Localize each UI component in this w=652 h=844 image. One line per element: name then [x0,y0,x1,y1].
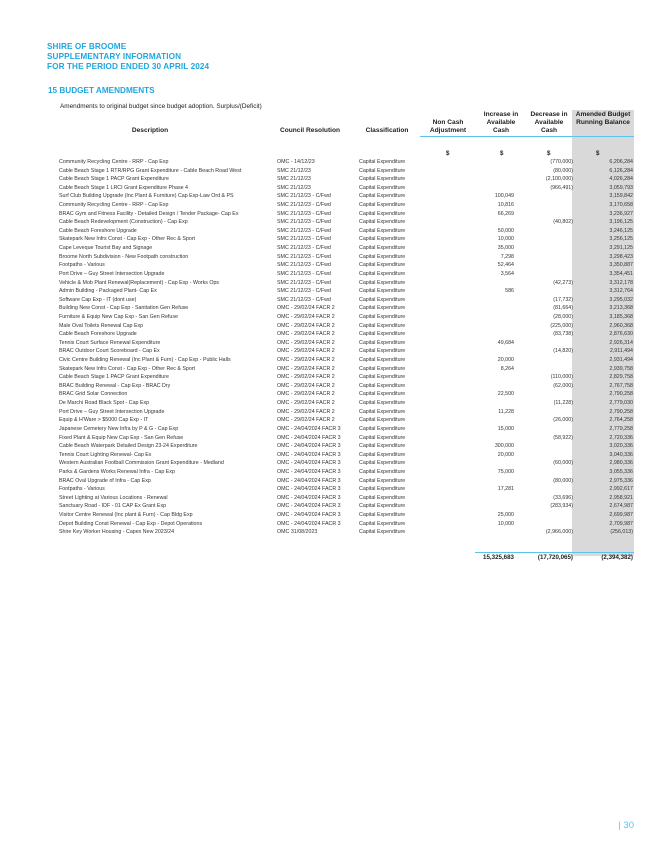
currency-balance: $ [596,150,600,157]
row-decrease: (110,000) [550,374,573,381]
row-description: Furniture & Equip New Cap Exp - San Gen Refuse [59,313,178,320]
row-balance: 2,779,258 [609,425,633,432]
row-increase: 35,000 [497,245,514,252]
col-header-description: Description [131,127,169,134]
row-classification: Capital Expenditure [359,331,406,338]
row-description: Fixed Plant & Equip New Cap Exp - San Gen Refuse [59,434,184,441]
row-council-resolution: OMC - 24/04/2024 FACR 3 [277,425,341,432]
row-classification: Capital Expenditure [359,253,406,260]
row-classification: Capital Expenditure [359,296,406,303]
row-description: Community Recycling Centre - RRP - Cap Exp [59,159,169,165]
row-balance: 3,246,125 [609,227,633,234]
row-description: Depot Building Const Renewal - Cap Exp - Depot Operations [59,520,203,527]
table-row [0,408,652,417]
row-description: Western Australian Football Commission Grant Expenditure - Medland [59,460,224,467]
row-council-resolution: SMC 21/12/23 - C/Fwd [277,288,331,295]
row-description: Skatepark New Infrs Const - Cap Exp - Other Rec & Sport [59,365,196,372]
row-classification: Capital Expenditure [359,262,406,269]
row-council-resolution: OMC - 24/04/2024 FACR 3 [277,511,341,518]
table-row [0,175,652,184]
section-intro: Amendments to original budget since budget adoption. Surplus/(Deficit) [60,103,262,110]
row-balance: 2,939,758 [609,365,633,372]
row-classification: Capital Expenditure [359,305,406,312]
row-decrease: (14,820) [553,348,573,355]
row-decrease: (966,491) [550,184,573,191]
row-council-resolution: SMC 21/12/23 - C/Fwd [277,270,331,277]
row-description: Building New Const - Cap Exp - Sanitation Gen Refuse [59,305,189,312]
row-decrease: (26,000) [553,417,573,424]
row-description: Cable Beach Stage 1 PACP Grant Expenditure [59,176,169,183]
row-increase: 11,228 [498,408,514,415]
row-council-resolution: OMC - 24/04/2024 FACR 3 [277,443,341,450]
row-council-resolution: SMC 21/12/23 [277,176,311,183]
row-classification: Capital Expenditure [359,193,406,200]
row-description: Sanctuary Road - IDF - 01 CAP Ex Grant Exp [59,503,167,510]
table-row [0,167,652,176]
row-council-resolution: OMC - 29/02/24 FACR 2 [277,382,335,389]
row-council-resolution: OMC - 29/02/24 FACR 2 [277,339,335,346]
table-row [0,201,652,210]
row-increase: 52,464 [497,262,514,269]
currency-non-cash: $ [446,150,450,157]
row-increase: 7,298 [500,253,514,260]
row-decrease: (62,000) [553,382,573,389]
section-title: 15 BUDGET AMENDMENTS [48,86,155,95]
row-description: Port Drive – Guy Street Intersection Upgrade [59,408,165,415]
row-increase: 49,684 [497,339,514,346]
row-council-resolution: SMC 21/12/23 [277,184,311,191]
table-row [0,425,652,434]
row-balance: 6,206,284 [609,159,633,165]
col-header-non-cash: Non Cash Adjustment [429,119,467,135]
row-description: Port Drive – Guy Street Intersection Upgrade [59,270,165,277]
row-classification: Capital Expenditure [359,417,406,424]
row-increase: 10,000 [497,236,514,243]
table-row [0,502,652,511]
row-council-resolution: SMC 21/12/23 - C/Fwd [277,262,331,269]
row-increase: 17,281 [497,486,514,493]
row-council-resolution: OMC 31/08/2023 [277,529,318,536]
table-row [0,477,652,486]
row-description: BRAC Outdoor Court Scoreboard - Cap Ex [59,348,160,355]
row-council-resolution: OMC - 24/04/2024 FACR 3 [277,434,341,441]
row-increase: 22,500 [497,391,514,398]
row-balance: 3,350,887 [609,262,633,269]
row-council-resolution: SMC 21/12/23 - C/Fwd [277,227,331,234]
row-decrease: (40,802) [553,219,573,226]
row-decrease: (2,966,000) [545,529,573,536]
row-balance: 2,980,336 [609,460,633,467]
report-type: SUPPLEMENTARY INFORMATION [47,52,182,62]
row-decrease: (11,228) [553,400,573,407]
table-row [0,227,652,236]
table-row [0,511,652,520]
row-decrease: (17,732) [553,296,573,303]
row-balance: 2,699,987 [609,511,633,518]
row-council-resolution: SMC 21/12/23 - C/Fwd [277,202,331,209]
table-row [0,261,652,270]
row-classification: Capital Expenditure [359,159,406,165]
row-balance: 3,291,125 [609,245,633,252]
row-description: BRAC Gym and Fitness Facility - Detailed Design / Tender Package- Cap Ex [59,210,239,217]
row-classification: Capital Expenditure [359,529,406,536]
row-classification: Capital Expenditure [359,425,406,432]
table-row [0,434,652,443]
col-header-council-resolution: Council Resolution [279,127,341,134]
row-balance: 3,020,336 [609,443,633,450]
report-header [47,42,209,73]
row-increase: 50,000 [497,227,514,234]
row-description: Male Oval Toilets Renewal Cap Exp [59,322,144,329]
row-decrease: (58,922) [553,434,573,441]
table-row [0,210,652,219]
row-decrease: (283,934) [550,503,573,510]
row-description: Cable Beach Stage 1 LRCI Grant Expenditure Phase 4 [59,184,188,191]
row-description: Cable Beach Stage 1 PACP Grant Expenditure [59,374,169,381]
row-council-resolution: OMC - 29/02/24 FACR 2 [277,322,335,329]
row-balance: 2,790,258 [609,408,633,415]
row-decrease: (83,738) [553,331,573,338]
row-increase: 15,000 [497,425,514,432]
row-balance: 2,764,258 [609,417,633,424]
row-balance: 2,790,258 [609,391,633,398]
col-header-balance: Amended Budget Running Balance [575,111,631,127]
row-balance: 4,026,284 [609,176,633,183]
row-description: Software Cap Exp - IT (dont use) [59,296,137,303]
row-classification: Capital Expenditure [359,245,406,252]
table-row [0,494,652,503]
row-balance: 2,720,336 [609,434,633,441]
row-council-resolution: OMC - 24/04/2024 FACR 3 [277,468,341,475]
row-decrease: (770,000) [550,159,573,165]
row-decrease: (33,696) [553,494,573,501]
row-description: Admin Building - Packaged Plant- Cap Ex [59,288,157,295]
row-description: De Marchi Road Black Spot - Cap Exp [59,400,150,407]
table-row [0,356,652,365]
row-classification: Capital Expenditure [359,382,406,389]
row-classification: Capital Expenditure [359,288,406,295]
row-council-resolution: OMC - 29/02/24 FACR 2 [277,400,335,407]
row-description: Cape Leveque Tourist Bay and Signage [59,245,153,252]
row-classification: Capital Expenditure [359,219,406,226]
row-balance: 2,767,758 [609,382,633,389]
table-row [0,399,652,408]
row-description: Footpaths - Various [59,486,105,493]
row-council-resolution: SMC 21/12/23 - C/Fwd [277,296,331,303]
row-decrease: (80,000) [553,167,573,174]
row-decrease: (80,000) [553,477,573,484]
row-council-resolution: OMC - 29/02/24 FACR 2 [277,348,335,355]
row-balance: 3,159,842 [609,193,633,200]
row-decrease: (42,273) [553,279,573,286]
row-decrease: (28,000) [553,313,573,320]
table-row [0,313,652,322]
row-classification: Capital Expenditure [359,520,406,527]
row-classification: Capital Expenditure [359,322,406,329]
row-classification: Capital Expenditure [359,400,406,407]
row-classification: Capital Expenditure [359,227,406,234]
row-classification: Capital Expenditure [359,270,406,277]
table-row [0,218,652,227]
row-council-resolution: OMC - 29/02/24 FACR 2 [277,357,335,364]
row-council-resolution: SMC 21/12/23 - C/Fwd [277,210,331,217]
row-increase: 10,816 [497,202,514,209]
row-council-resolution: SMC 21/12/23 - C/Fwd [277,219,331,226]
header-rule [420,136,634,137]
row-description: BRAC Grid Solar Connection [59,391,128,398]
row-classification: Capital Expenditure [359,494,406,501]
row-increase: 10,000 [497,520,514,527]
row-description: Cable Beach Foreshore Upgrade [59,331,137,338]
table-row [0,390,652,399]
table-row [0,158,652,167]
row-balance: 2,992,617 [609,486,633,493]
table-row [0,468,652,477]
row-balance: 2,779,030 [609,400,633,407]
row-balance: 3,196,125 [609,219,633,226]
row-balance: 2,829,758 [609,374,633,381]
row-classification: Capital Expenditure [359,468,406,475]
row-balance: 2,931,494 [609,357,633,364]
row-decrease: (81,664) [553,305,573,312]
row-council-resolution: SMC 21/12/23 - C/Fwd [277,245,331,252]
row-increase: 25,000 [497,511,514,518]
row-council-resolution: OMC - 24/04/2024 FACR 3 [277,503,341,510]
row-increase: 20,000 [497,451,514,458]
row-balance: 3,185,368 [609,313,633,320]
row-balance: 3,354,451 [609,270,633,277]
row-increase: 8,264 [500,365,514,372]
row-council-resolution: OMC - 24/04/2024 FACR 3 [277,494,341,501]
col-header-increase: Increase in Available Cash [483,111,519,135]
row-council-resolution: OMC - 24/04/2024 FACR 3 [277,486,341,493]
table-row [0,485,652,494]
row-classification: Capital Expenditure [359,460,406,467]
row-balance: 3,295,032 [609,296,633,303]
row-classification: Capital Expenditure [359,434,406,441]
row-council-resolution: SMC 21/12/23 - C/Fwd [277,236,331,243]
row-council-resolution: SMC 21/12/23 [277,167,311,174]
row-balance: 3,170,658 [609,202,633,209]
row-classification: Capital Expenditure [359,176,406,183]
col-header-decrease: Decrease in Available Cash [530,111,568,135]
table-row [0,287,652,296]
row-increase: 586 [505,288,514,295]
table-row [0,279,652,288]
row-classification: Capital Expenditure [359,313,406,320]
row-classification: Capital Expenditure [359,167,406,174]
row-balance: 2,975,336 [609,477,633,484]
row-balance: 3,055,336 [609,468,633,475]
row-classification: Capital Expenditure [359,374,406,381]
page-number: | 30 [618,820,634,831]
row-decrease: (2,100,000) [545,176,573,183]
total-increase: 15,325,683 [483,554,514,561]
row-balance: 2,926,314 [609,339,633,346]
row-classification: Capital Expenditure [359,408,406,415]
row-classification: Capital Expenditure [359,365,406,372]
row-increase: 75,000 [497,468,514,475]
table-row [0,192,652,201]
row-classification: Capital Expenditure [359,357,406,364]
row-balance: 2,876,630 [609,331,633,338]
row-balance: 2,958,921 [609,494,633,501]
row-balance: 3,059,793 [609,184,633,191]
row-increase: 300,000 [494,443,514,450]
table-row [0,244,652,253]
currency-increase: $ [500,150,504,157]
row-balance: 3,312,764 [609,288,633,295]
col-header-classification: Classification [365,127,409,134]
row-council-resolution: SMC 21/12/23 - C/Fwd [277,253,331,260]
row-classification: Capital Expenditure [359,443,406,450]
row-council-resolution: OMC - 24/04/2024 FACR 3 [277,477,341,484]
row-classification: Capital Expenditure [359,236,406,243]
row-classification: Capital Expenditure [359,391,406,398]
table-row [0,520,652,529]
row-description: Cable Beach Stage 1 RTR/RPG Grant Expenditure - Cable Beach Road West [59,167,242,174]
row-description: Community Recycling Centre - RRP - Cap Exp [59,202,169,209]
table-row [0,330,652,339]
row-council-resolution: OMC - 29/02/24 FACR 2 [277,365,335,372]
row-description: Parks & Gardens Works Renewal Infra - Cap Exp [59,468,175,475]
row-balance: 3,236,927 [609,210,633,217]
table-row [0,347,652,356]
row-increase: 100,049 [494,193,514,200]
row-description: Tennis Court Lighting Renewal- Cap Ex [59,451,152,458]
row-balance: 2,960,368 [609,322,633,329]
row-council-resolution: OMC - 29/02/24 FACR 2 [277,313,335,320]
row-council-resolution: OMC - 24/04/2024 FACR 3 [277,460,341,467]
row-balance: (256,013) [610,529,633,536]
row-description: Shire Key Worker Housing - Capex New 2023/24 [59,529,175,536]
row-description: Broome North Subdivision - New Footpath construction [59,253,189,260]
currency-decrease: $ [547,150,551,157]
row-balance: 3,040,336 [609,451,633,458]
table-row [0,528,652,537]
row-classification: Capital Expenditure [359,486,406,493]
row-balance: 3,256,125 [609,236,633,243]
row-council-resolution: SMC 21/12/23 - C/Fwd [277,279,331,286]
row-balance: 2,911,494 [609,348,633,355]
row-classification: Capital Expenditure [359,279,406,286]
row-classification: Capital Expenditure [359,511,406,518]
row-balance: 3,312,178 [609,279,633,286]
table-row [0,365,652,374]
row-council-resolution: OMC - 29/02/24 FACR 2 [277,305,335,312]
row-decrease: (225,000) [550,322,573,329]
total-balance: (2,394,382) [601,554,633,561]
table-row [0,296,652,305]
report-period: FOR THE PERIOD ENDED 30 APRIL 2024 [47,62,210,72]
table-row [0,184,652,193]
row-classification: Capital Expenditure [359,184,406,191]
row-increase: 20,000 [497,357,514,364]
row-classification: Capital Expenditure [359,451,406,458]
row-description: Surf Club Building Upgrade (Inc Plant & Furniture) Cap Exp-Law Ord & PS [59,193,234,200]
row-balance: 2,709,987 [609,520,633,527]
table-row [0,253,652,262]
row-classification: Capital Expenditure [359,210,406,217]
row-balance: 6,126,284 [609,167,633,174]
table-row [0,442,652,451]
row-council-resolution: OMC - 29/02/24 FACR 2 [277,408,335,415]
row-council-resolution: OMC - 29/02/24 FACR 2 [277,391,335,398]
row-description: Cable Beach Redevelopment (Construction) - Cap Exp [59,219,188,226]
table-row [0,339,652,348]
row-description: BRAC Building Renewal - Cap Exp - BRAC Dry [59,382,171,389]
row-classification: Capital Expenditure [359,339,406,346]
row-council-resolution: OMC - 14/12/23 [277,159,315,165]
row-classification: Capital Expenditure [359,477,406,484]
row-balance: 3,298,423 [609,253,633,260]
row-classification: Capital Expenditure [359,503,406,510]
row-description: BRAC Oval Upgrade of Infra - Cap Exp [59,477,151,484]
row-council-resolution: OMC - 24/04/2024 FACR 3 [277,451,341,458]
row-classification: Capital Expenditure [359,348,406,355]
row-increase: 3,564 [500,270,514,277]
table-row [0,459,652,468]
table-row [0,270,652,279]
totals-row [0,553,652,563]
row-classification: Capital Expenditure [359,202,406,209]
row-balance: 3,213,368 [609,305,633,312]
row-description: Vehicle & Mob Plant Renewal(Replacement) - Cap Exp - Works Ops [59,279,220,286]
table-row [0,416,652,425]
table-row [0,322,652,331]
row-council-resolution: OMC - 29/02/24 FACR 2 [277,331,335,338]
row-council-resolution: OMC - 24/04/2024 FACR 3 [277,520,341,527]
row-description: Civic Centre Building Renewal (Inc Plant & Furn) - Cap Exp - Public Halls [59,357,231,364]
row-increase: 66,269 [497,210,514,217]
row-council-resolution: OMC - 29/02/24 FACR 2 [277,374,335,381]
row-description: Footpaths - Various [59,262,105,269]
row-council-resolution: OMC - 29/02/24 FACR 2 [277,417,335,424]
row-description: Visitor Centre Renewal (Inc plant & Furn) - Cap Bldg Exp [59,511,193,518]
total-decrease: (17,720,065) [537,554,573,561]
table-row [0,235,652,244]
amendments-table-body [0,158,652,537]
row-description: Tennis Court Surface Renewal Expenditure [59,339,161,346]
table-row [0,373,652,382]
row-description: Cable Beach Foreshore Upgrade [59,227,137,234]
table-row [0,304,652,313]
row-description: Street Lighting at Various Locations - Renewal [59,494,168,501]
table-row [0,382,652,391]
table-row [0,451,652,460]
row-description: Skatepark New Infrs Const - Cap Exp - Other Rec & Sport [59,236,196,243]
row-balance: 2,674,987 [609,503,633,510]
row-description: Cable Beach Waterpark Detailed Design 23-24 Experditure [59,443,198,450]
row-council-resolution: SMC 21/12/23 - C/Fwd [277,193,331,200]
row-decrease: (60,000) [553,460,573,467]
row-description: Equip & H'Ware > $5000 Cap Exp - IT [59,417,149,424]
org-name: SHIRE OF BROOME [47,42,127,51]
row-description: Japanese Cemetery New Infra by P & G - Cap Exp [59,425,179,432]
